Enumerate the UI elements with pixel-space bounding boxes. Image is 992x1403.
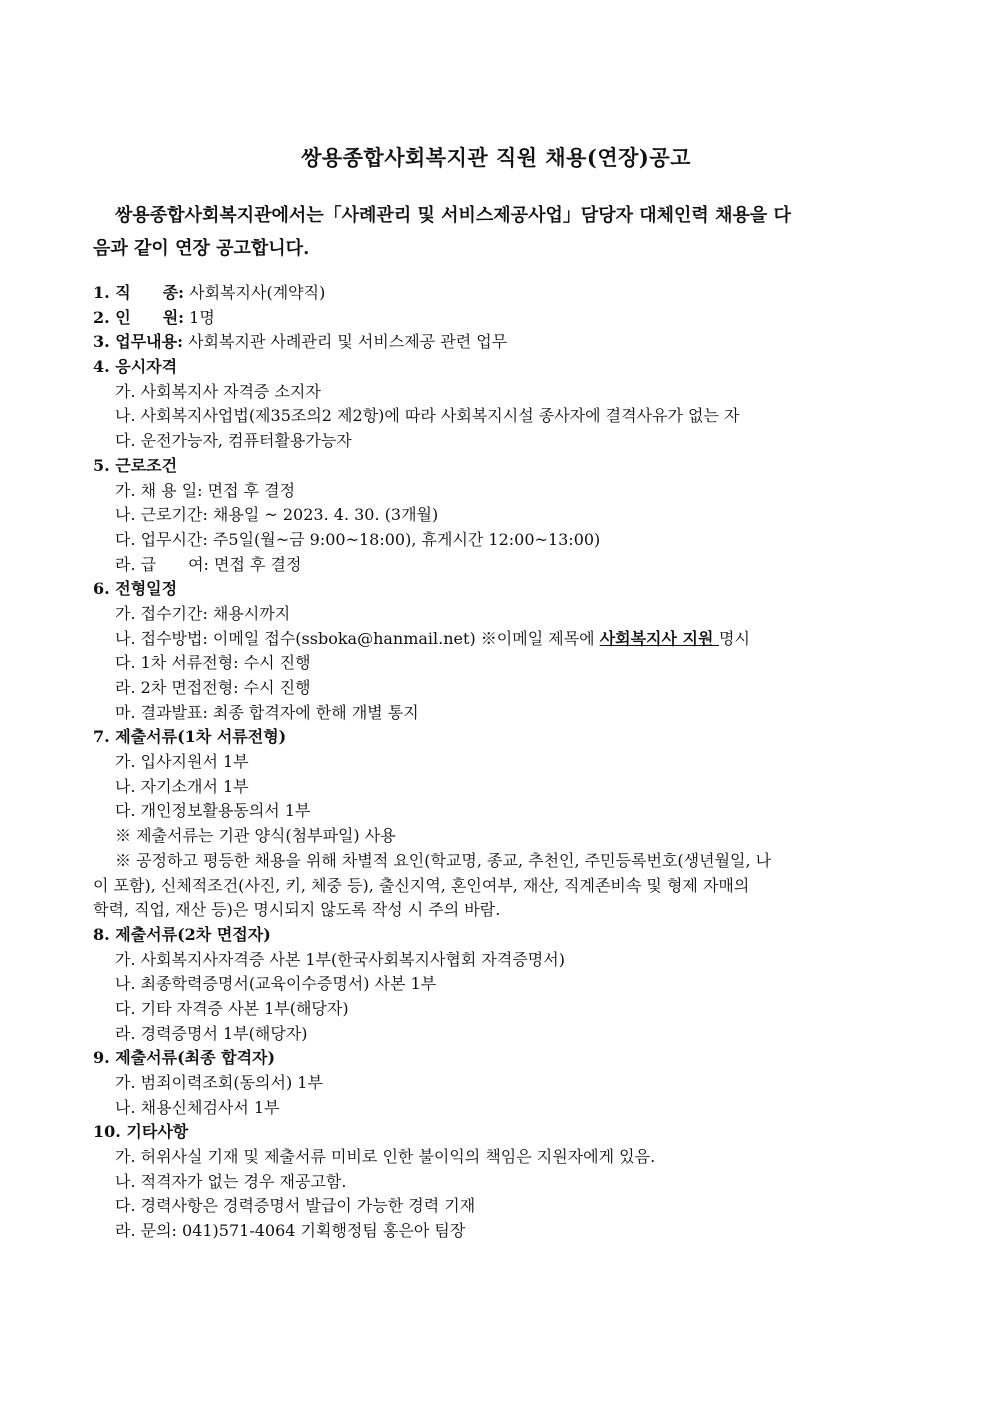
notice-body xyxy=(93,281,903,1244)
section-heading: 10. 기타사항 xyxy=(93,1122,189,1142)
section-heading: 7. 제출서류(1차 서류전형) xyxy=(93,727,287,747)
list-item: 다. 업무시간: 주5일(월~금 9:00~18:00), 휴게시간 12:00~13:00) xyxy=(115,529,601,549)
list-item: 마. 결과발표: 최종 합격자에 한해 개별 통지 xyxy=(115,702,419,722)
list-item: 가. 범죄이력조회(동의서) 1부 xyxy=(115,1073,323,1092)
intro-paragraph xyxy=(93,199,899,265)
section-label: 2. 인 원: xyxy=(93,307,185,327)
section-label: 1. 직 종: xyxy=(93,283,185,302)
list-item: 가. 입사지원서 1부 xyxy=(115,752,249,772)
list-item-text: 나. 접수방법: 이메일 접수(ssboka@hanmail.net) ※이메일 제목에 xyxy=(115,628,600,648)
note-line: 이 포함), 신체적조건(사진, 키, 체중 등), 출신지역, 혼인여부, 재산, 직계존비속 및 형제 자매의 xyxy=(93,875,750,895)
list-item: 나. 자기소개서 1부 xyxy=(115,776,249,796)
list-item: 나. 최종학력증명서(교육이수증명서) 사본 1부 xyxy=(115,974,437,994)
list-item: 나. 사회복지사업법(제35조의2 제2항)에 따라 사회복지시설 종사자에 결격사유가 없는 자 xyxy=(115,406,740,426)
note-line: 학력, 직업, 재산 등)은 명시되지 않도록 작성 시 주의 바람. xyxy=(93,900,501,920)
section-heading: 8. 제출서류(2차 면접자) xyxy=(93,924,271,944)
list-item: 라. 급 여: 면접 후 결정 xyxy=(115,554,302,574)
list-item: 가. 채 용 일: 면접 후 결정 xyxy=(115,480,296,500)
note-item: ※ 제출서류는 기관 양식(첨부파일) 사용 xyxy=(115,826,396,846)
list-item: 라. 문의: 041)571-4064 기획행정팀 홍은아 팀장 xyxy=(115,1221,466,1241)
list-item: 나. 근로기간: 채용일 ~ 2023. 4. 30. (3개월) xyxy=(115,505,439,525)
note-line: ※ 공정하고 평등한 채용을 위해 차별적 요인(학교명, 종교, 추천인, 주민등록번호(생년월일, 나 xyxy=(115,850,772,870)
intro-line-1: 쌍용종합사회복지관에서는「사례관리 및 서비스제공사업」담당자 대체인력 채용을 다 xyxy=(115,205,791,226)
section-value: 사회복지관 사례관리 및 서비스제공 관련 업무 xyxy=(183,332,508,352)
list-item: 다. 경력사항은 경력증명서 발급이 가능한 경력 기재 xyxy=(115,1196,476,1216)
email-subject-emphasis: 사회복지사 지원 xyxy=(599,628,720,648)
section-heading: 9. 제출서류(최종 합격자) xyxy=(93,1048,276,1068)
list-item xyxy=(93,627,903,652)
list-item: 다. 1차 서류전형: 수시 진행 xyxy=(115,653,311,673)
list-item: 가. 접수기간: 채용시까지 xyxy=(115,603,291,623)
list-item: 다. 기타 자격증 사본 1부(해당자) xyxy=(115,998,349,1018)
list-item: 다. 운전가능자, 컴퓨터활용가능자 xyxy=(115,431,352,451)
list-item: 가. 사회복지사자격증 사본 1부(한국사회복지사협회 자격증명서) xyxy=(115,949,565,969)
section-job-type xyxy=(93,281,903,306)
list-item: 가. 사회복지사 자격증 소지자 xyxy=(115,381,321,401)
section-headcount xyxy=(93,306,903,331)
section-heading: 6. 전형일정 xyxy=(93,579,178,599)
list-item: 나. 채용신체검사서 1부 xyxy=(115,1097,280,1117)
section-heading: 5. 근로조건 xyxy=(93,455,178,475)
list-item: 라. 2차 면접전형: 수시 진행 xyxy=(115,678,311,697)
section-value: 1명 xyxy=(184,307,215,327)
list-item: 다. 개인정보활용동의서 1부 xyxy=(115,801,311,821)
section-value: 사회복지사(계약직) xyxy=(184,283,326,302)
list-item: 가. 허위사실 기재 및 제출서류 미비로 인한 불이익의 책임은 지원자에게 있음. xyxy=(115,1147,656,1167)
list-item: 나. 적격자가 없는 경우 재공고함. xyxy=(115,1171,347,1191)
section-duties xyxy=(93,330,903,355)
intro-line-2: 음과 같이 연장 공고합니다. xyxy=(93,238,310,259)
page-title: 쌍용종합사회복지관 직원 채용(연장)공고 xyxy=(301,145,691,170)
section-heading: 4. 응시자격 xyxy=(93,357,178,377)
section-label: 3. 업무내용: xyxy=(93,332,184,352)
list-item-text: 명시 xyxy=(719,628,750,648)
list-item: 라. 경력증명서 1부(해당자) xyxy=(115,1023,308,1043)
